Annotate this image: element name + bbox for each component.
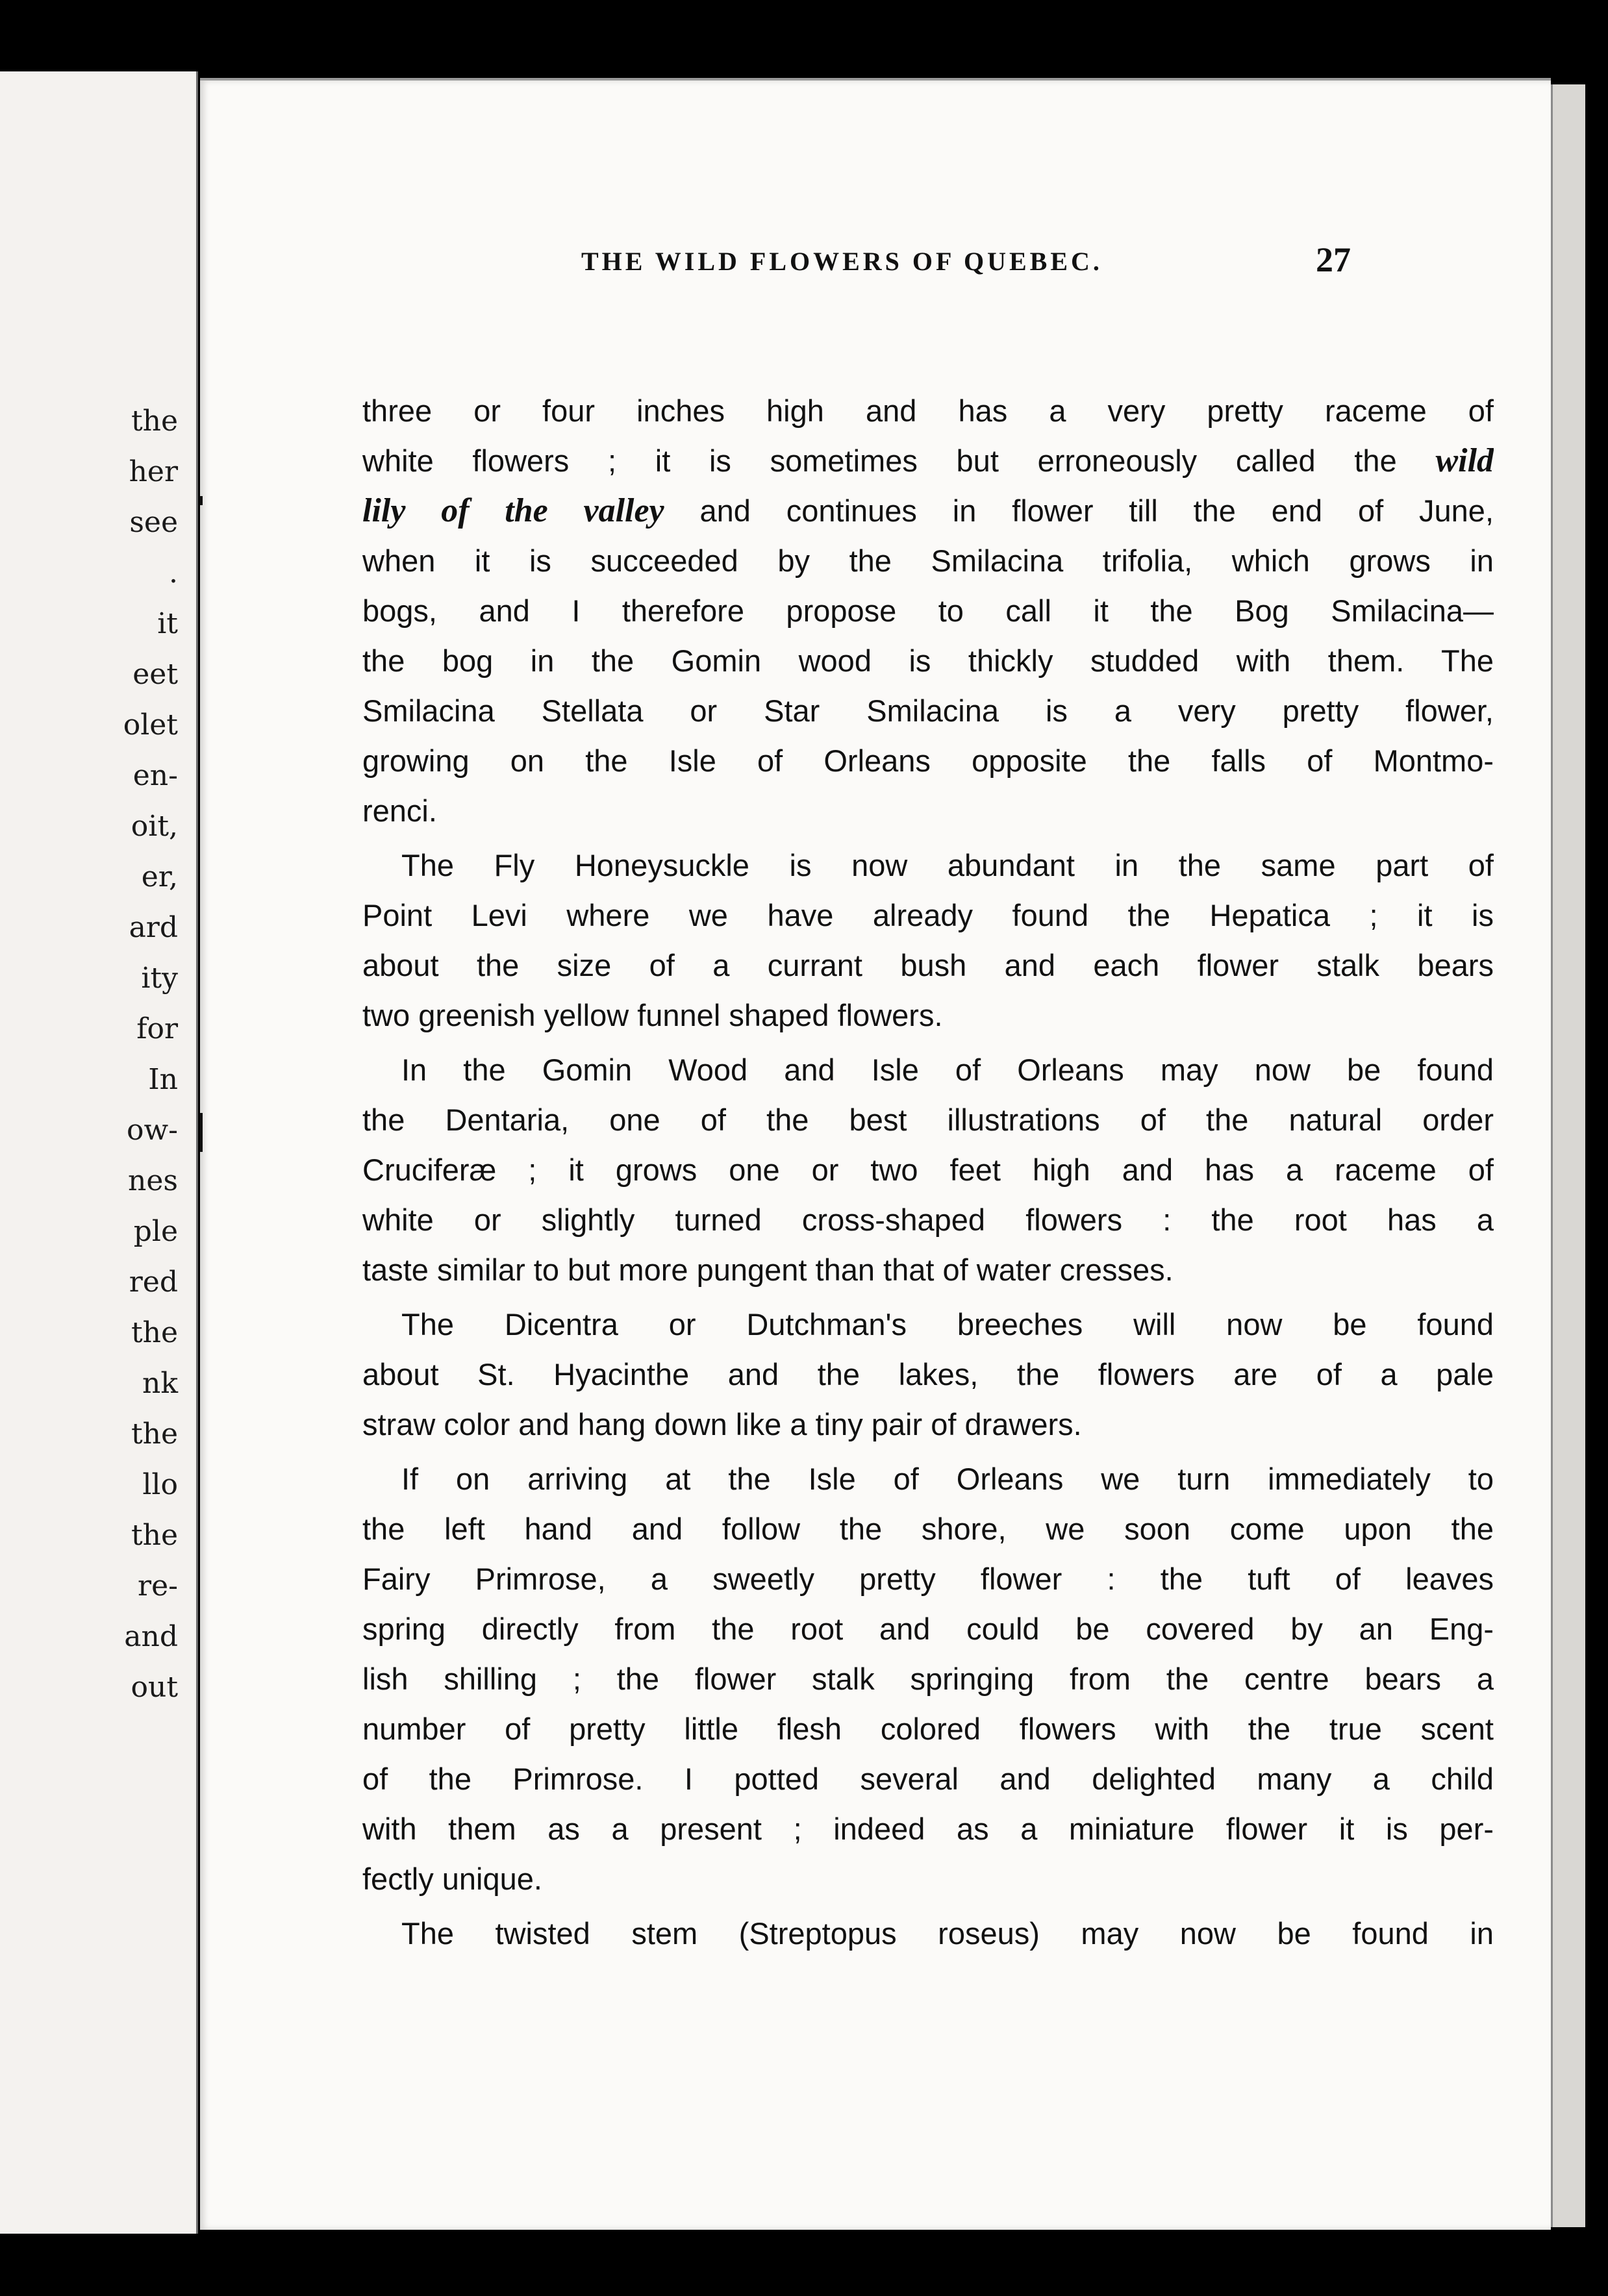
page-body <box>362 386 1494 1958</box>
text-line: about St. Hyacinthe and the lakes, the flowers are of a pale <box>362 1357 1494 1391</box>
previous-page-fragment: ple <box>133 1215 178 1248</box>
previous-page-fragment: see <box>129 506 178 539</box>
previous-page-fragment: it <box>157 607 178 640</box>
text-line: taste similar to but more pungent than that of water cresses. <box>362 1253 1174 1287</box>
previous-page-fragment: ow- <box>126 1114 178 1147</box>
page-number: 27 <box>1316 240 1351 279</box>
previous-page-edge <box>0 71 198 2234</box>
text-line: Cruciferæ ; it grows one or two feet high and has a raceme of <box>362 1153 1494 1187</box>
previous-page-fragment: In <box>148 1063 178 1096</box>
text-line: the Dentaria, one of the best illustrations of the natural order <box>362 1103 1494 1137</box>
italic-term: lily of the valley <box>362 492 664 529</box>
text-line: bogs, and I therefore propose to call it the Bog Smilacina— <box>362 593 1494 628</box>
text-line: The twisted stem (Streptopus roseus) may now be found in <box>401 1916 1494 1951</box>
text-line: lish shilling ; the flower stalk springing from the centre bears a <box>362 1662 1494 1696</box>
previous-page-fragment: the <box>131 1519 178 1552</box>
italic-term: wild <box>1435 442 1494 479</box>
text-line: number of pretty little flesh colored flowers with the true scent <box>362 1712 1494 1746</box>
previous-page-fragment: oit, <box>131 810 178 843</box>
previous-page-fragment: . <box>169 556 178 590</box>
page-stack-edge <box>1551 84 1585 2227</box>
text-line: Point Levi where we have already found the Hepatica ; it is <box>362 898 1494 932</box>
previous-page-fragment: red <box>129 1266 178 1299</box>
text-line: Fairy Primrose, a sweetly pretty flower : the tuft of leaves <box>362 1562 1494 1596</box>
previous-page-fragment: out <box>131 1671 178 1704</box>
previous-page-fragment: her <box>129 455 178 488</box>
previous-page-fragment: re- <box>138 1569 178 1603</box>
binding-mark <box>200 496 203 505</box>
text-line: spring directly from the root and could be covered by an Eng- <box>362 1612 1494 1646</box>
previous-page-fragment: the <box>131 405 178 438</box>
previous-page-fragment: er, <box>141 860 178 893</box>
text-line: lily of the valley and continues in flower till the end of June, <box>362 492 1494 529</box>
text-line: the bog in the Gomin wood is thickly studded with them. The <box>362 643 1494 678</box>
text-line: renci. <box>362 793 437 828</box>
previous-page-fragment: ity <box>141 962 178 995</box>
previous-page-fragment: the <box>131 1417 178 1451</box>
previous-page-fragment: en- <box>132 759 178 792</box>
running-header <box>200 240 1551 285</box>
previous-page-fragment: nes <box>128 1164 178 1197</box>
text-line: white flowers ; it is sometimes but erroneously called the wild <box>362 442 1494 479</box>
text-line: The Fly Honeysuckle is now abundant in the same part of <box>401 848 1494 882</box>
previous-page-fragment: eet <box>132 658 178 691</box>
text-line: two greenish yellow funnel shaped flowers. <box>362 998 943 1032</box>
previous-page-fragment: for <box>136 1012 178 1045</box>
text-line: with them as a present ; indeed as a miniature flower it is per- <box>362 1812 1494 1846</box>
previous-page-fragment: ard <box>129 911 178 944</box>
text-line: white or slightly turned cross-shaped flowers : the root has a <box>362 1203 1494 1237</box>
text-line: growing on the Isle of Orleans opposite the falls of Montmo- <box>362 743 1494 778</box>
previous-page-fragment: and <box>124 1620 178 1653</box>
previous-page-fragment: olet <box>123 708 178 742</box>
running-title: THE WILD FLOWERS OF QUEBEC. <box>581 247 1103 276</box>
previous-page-fragment: nk <box>142 1367 178 1400</box>
text-line: about the size of a currant bush and each flower stalk bears <box>362 948 1494 982</box>
book-page <box>200 78 1551 2230</box>
text-line: of the Primrose. I potted several and delighted many a child <box>362 1762 1494 1796</box>
text-line: the left hand and follow the shore, we soon come upon the <box>362 1512 1494 1546</box>
text-line: when it is succeeded by the Smilacina trifolia, which grows in <box>362 543 1494 578</box>
text-line: If on arriving at the Isle of Orleans we turn immediately to <box>401 1462 1494 1496</box>
binding-mark <box>200 1113 203 1152</box>
text-line: straw color and hang down like a tiny pair of drawers. <box>362 1407 1082 1441</box>
previous-page-fragment: llo <box>142 1468 178 1501</box>
text-line: three or four inches high and has a very pretty raceme of <box>362 393 1494 428</box>
previous-page-line-ends <box>123 396 178 1713</box>
text-line: fectly unique. <box>362 1862 542 1896</box>
text-line: In the Gomin Wood and Isle of Orleans may now be found <box>401 1053 1494 1087</box>
text-line: Smilacina Stellata or Star Smilacina is a very pretty flower, <box>362 693 1494 728</box>
previous-page-fragment: the <box>131 1316 178 1349</box>
text-line: The Dicentra or Dutchman's breeches will now be found <box>401 1307 1494 1341</box>
